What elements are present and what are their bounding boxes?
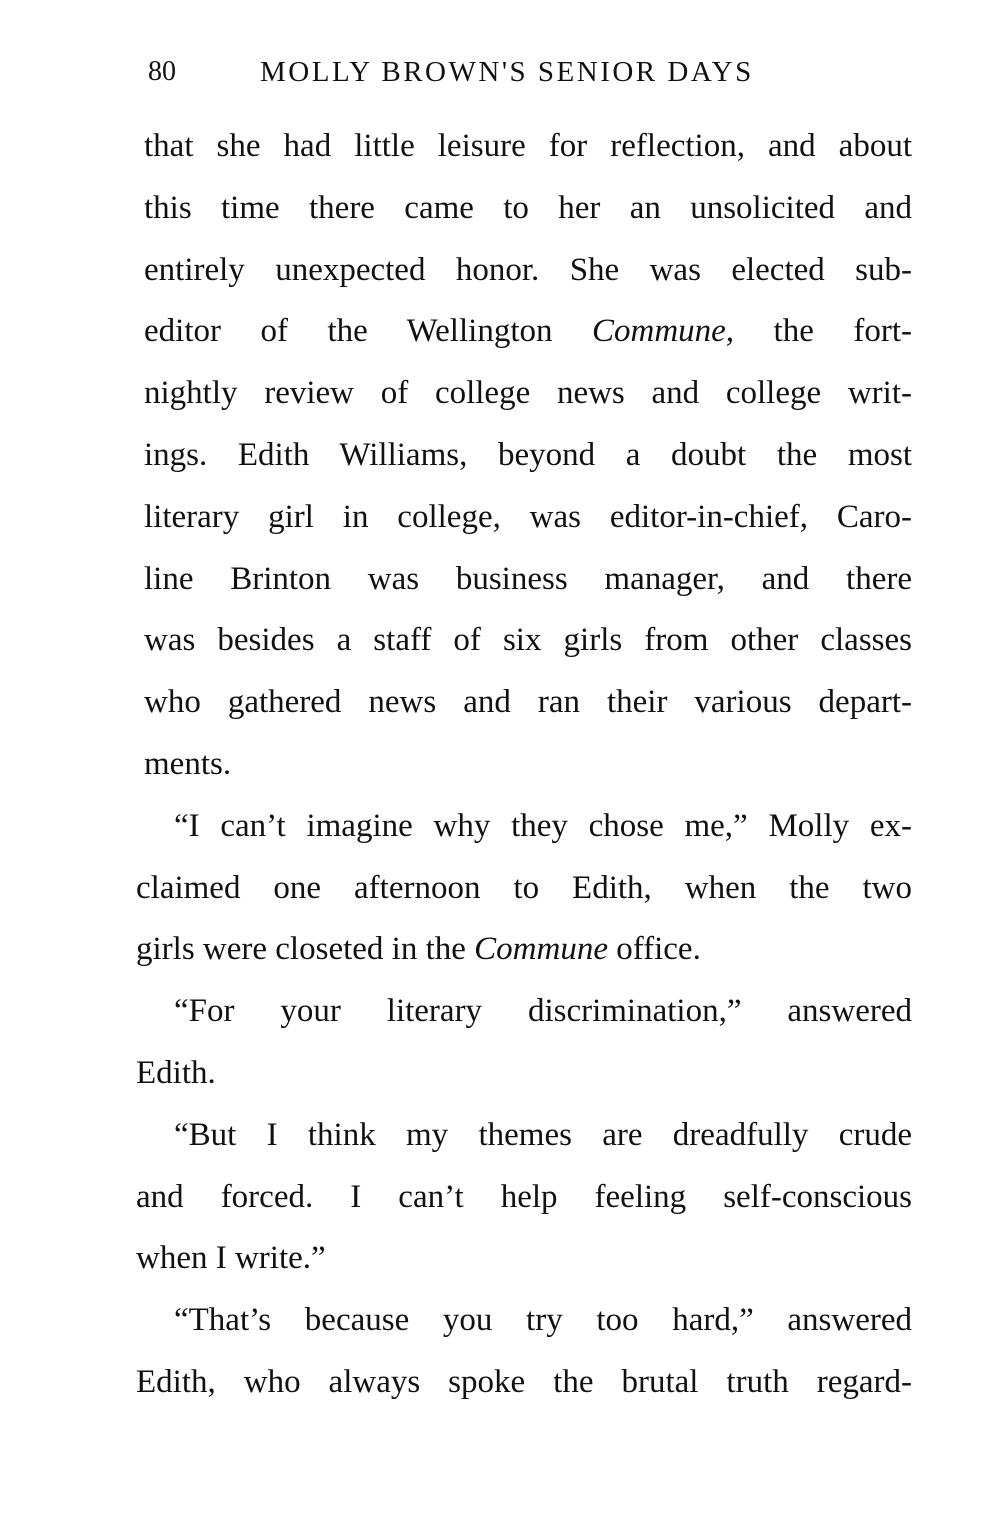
text-line: line Brinton was business manager, and there (144, 560, 912, 597)
text-line: that she had little leisure for reflection, and about (144, 128, 912, 164)
text-line: ments. (144, 745, 232, 782)
page-header (148, 48, 848, 98)
text-line: girls were closeted in the Commune office. (136, 931, 701, 968)
text-line: entirely unexpected honor. She was elected sub- (144, 251, 912, 288)
text-line: “I can’t imagine why they chose me,” Molly ex- (174, 807, 912, 844)
page-number: 80 (148, 56, 176, 87)
text-line: this time there came to her an unsolicited and (144, 189, 912, 226)
text-line: Edith. (136, 1054, 216, 1091)
body-text (136, 116, 912, 1414)
text-line: “That’s because you try too hard,” answered (174, 1302, 912, 1339)
running-title: MOLLY BROWN'S SENIOR DAYS (260, 56, 754, 88)
text-line: ings. Edith Williams, beyond a doubt the most (144, 436, 912, 473)
text-line: claimed one afternoon to Edith, when the two (136, 869, 912, 906)
text-line: nightly review of college news and college writ- (144, 375, 912, 412)
text-line: editor of the Wellington Commune, the fort- (144, 313, 912, 350)
text-line: Edith, who always spoke the brutal truth regard- (136, 1363, 912, 1400)
text-line: was besides a staff of six girls from other classes (144, 622, 912, 659)
text-line: literary girl in college, was editor-in-chief, Caro- (144, 498, 912, 535)
text-line: “For your literary discrimination,” answered (174, 993, 912, 1030)
text-line: when I write.” (136, 1240, 326, 1277)
text-line: and forced. I can’t help feeling self-conscious (136, 1178, 912, 1215)
text-line: who gathered news and ran their various depart- (144, 684, 912, 721)
text-line: “But I think my themes are dreadfully crude (174, 1116, 912, 1153)
